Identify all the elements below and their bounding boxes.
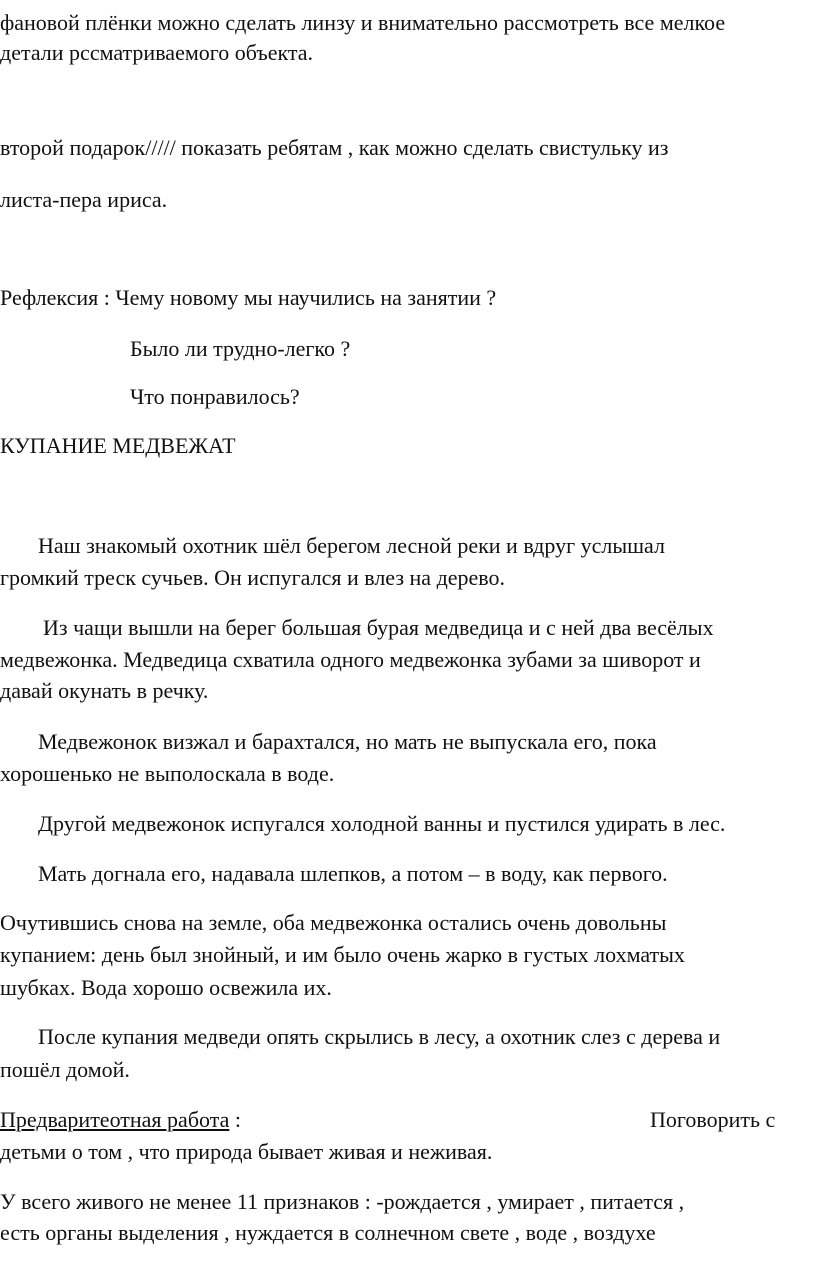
- reflection-line: Рефлексия : Чему новому мы научились на занятии ?: [0, 285, 497, 310]
- paragraph-line: У всего живого не менее 11 признаков : -рождается , умирает , питается ,: [0, 1189, 685, 1214]
- paragraph-line: детьми о том , что природа бывает живая и неживая.: [0, 1139, 493, 1164]
- prework-label: Предваритеотная работа: [0, 1107, 230, 1132]
- paragraph-line: есть органы выделения , нуждается в солнечном свете , воде , воздухе: [0, 1220, 656, 1245]
- story-line: Мать догнала его, надавала шлепков, а потом – в воду, как первого.: [38, 861, 668, 886]
- paragraph-line: фановой плёнки можно сделать линзу и внимательно рассмотреть все мелкое: [0, 10, 726, 35]
- prework-colon: :: [229, 1107, 241, 1132]
- reflection-question: Что понравилось?: [130, 384, 300, 409]
- story-title: КУПАНИЕ МЕДВЕЖАТ: [0, 433, 236, 458]
- story-line: Из чащи вышли на берег большая бурая медведица и с ней два весёлых: [43, 615, 714, 640]
- story-line: шубках. Вода хорошо освежила их.: [0, 975, 332, 1000]
- paragraph-line: второй подарок///// показать ребятам , как можно сделать свистульку из: [0, 135, 669, 160]
- prework-text-start: Поговорить с: [650, 1107, 776, 1132]
- paragraph-line: листа-пера ириса.: [0, 187, 168, 212]
- story-line: Очутившись снова на земле, оба медвежонка остались очень довольны: [0, 910, 667, 935]
- story-line: купанием: день был знойный, и им было очень жарко в густых лохматых: [0, 942, 685, 967]
- prework-heading: [0, 1107, 241, 1133]
- story-line: Другой медвежонок испугался холодной ванны и пустился удирать в лес.: [38, 811, 726, 836]
- story-line: громкий треск сучьев. Он испугался и влез на дерево.: [0, 565, 506, 590]
- reflection-question: Было ли трудно-легко ?: [130, 336, 351, 361]
- story-line: хорошенько не выполоскала в воде.: [0, 761, 335, 786]
- story-line: давай окунать в речку.: [0, 678, 209, 703]
- story-line: После купания медведи опять скрылись в лесу, а охотник слез с дерева и: [38, 1024, 721, 1049]
- story-line: медвежонка. Медведица схватила одного медвежонка зубами за шиворот и: [0, 647, 701, 672]
- story-line: Медвежонок визжал и барахтался, но мать не выпускала его, пока: [38, 729, 657, 754]
- story-line: Наш знакомый охотник шёл берегом лесной реки и вдруг услышал: [38, 533, 665, 558]
- paragraph-line: детали рссматриваемого объекта.: [0, 40, 314, 65]
- story-line: пошёл домой.: [0, 1057, 130, 1082]
